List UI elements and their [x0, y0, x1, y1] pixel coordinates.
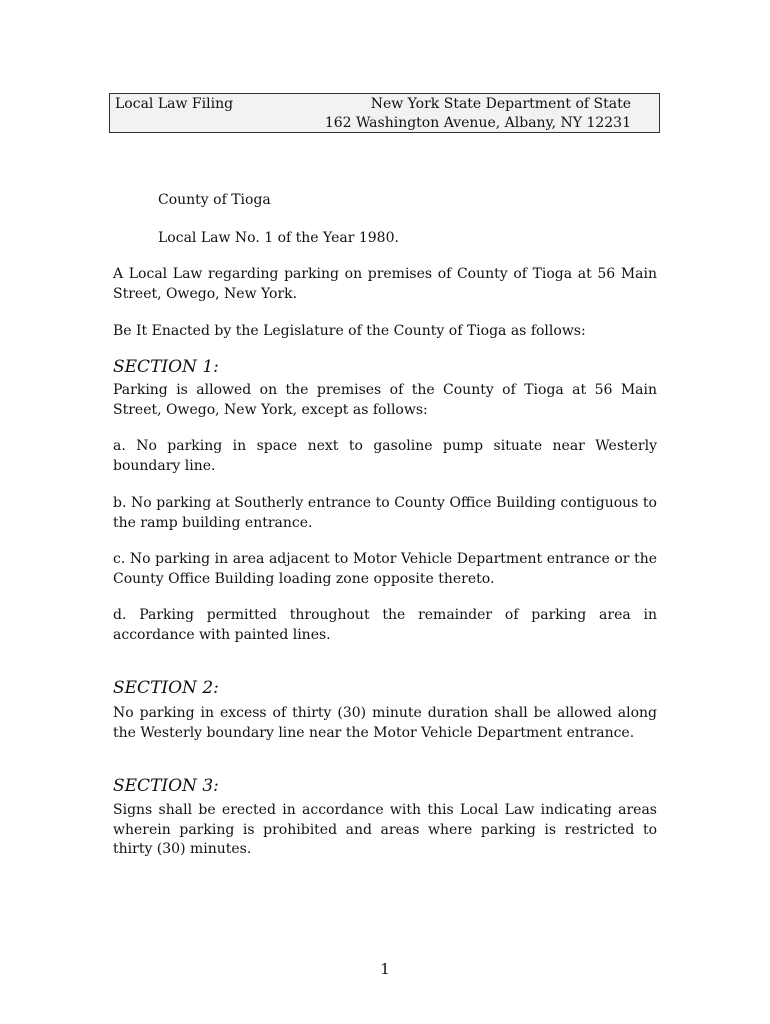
section-3-heading: SECTION 3: [113, 776, 219, 796]
section-3-body: Signs shall be erected in accordance with this Local Law indicating areas wherein parking is prohibited and areas where parking is restricted to thirty (30) minutes. [113, 802, 657, 857]
department-address: 162 Washington Avenue, Albany, NY 12231 [324, 115, 631, 131]
filing-header-box [109, 93, 660, 133]
section-1-item-c: c. No parking in area adjacent to Motor Vehicle Department entrance or the County Office Building loading zone opposite thereto. [113, 551, 657, 587]
section-2-body: No parking in excess of thirty (30) minute duration shall be allowed along the Westerly boundary line near the Motor Vehicle Department entrance. [113, 705, 657, 741]
enactment-clause: Be It Enacted by the Legislature of the County of Tioga as follows: [113, 323, 586, 339]
section-1-item-d: d. Parking permitted throughout the remainder of parking area in accordance with painted lines. [113, 607, 657, 643]
law-number: Local Law No. 1 of the Year 1980. [158, 230, 399, 246]
section-1-item-a: a. No parking in space next to gasoline pump situate near Westerly boundary line. [113, 438, 657, 474]
law-title-paragraph: A Local Law regarding parking on premises of County of Tioga at 56 Main Street, Owego, New York. [113, 266, 657, 302]
filing-header-address [325, 95, 631, 133]
county-name: County of Tioga [158, 192, 271, 208]
section-1-item-b: b. No parking at Southerly entrance to County Office Building contiguous to the ramp building entrance. [113, 495, 657, 531]
section-2-heading: SECTION 2: [113, 678, 219, 698]
section-1-heading: SECTION 1: [113, 357, 219, 377]
department-name: New York State Department of State [370, 96, 631, 112]
section-1-intro: Parking is allowed on the premises of the County of Tioga at 56 Main Street, Owego, New York, except as follows: [113, 382, 657, 418]
page-number: 1 [380, 960, 390, 978]
filing-header-title: Local Law Filing [115, 96, 234, 112]
